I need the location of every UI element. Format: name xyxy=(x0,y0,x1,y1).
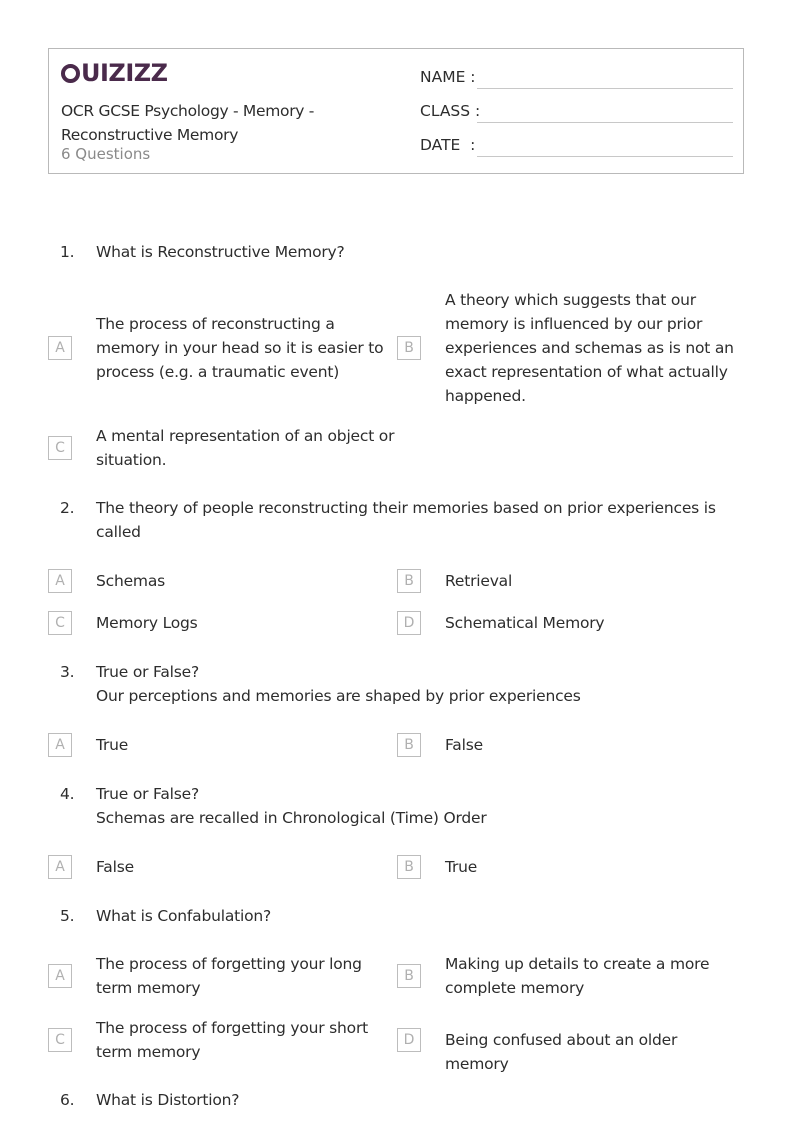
option-text[interactable]: Schematical Memory xyxy=(445,614,605,632)
question-number: 6. xyxy=(60,1091,75,1109)
question-number: 5. xyxy=(60,907,75,925)
class-label: CLASS : xyxy=(420,102,481,120)
option-letter[interactable]: B xyxy=(397,964,421,988)
option-letter[interactable]: B xyxy=(397,733,421,757)
option-letter[interactable]: A xyxy=(48,336,72,360)
question-text: The theory of people reconstructing their memories based on prior experiences is called xyxy=(96,499,716,541)
option-text[interactable]: Schemas xyxy=(96,572,165,590)
option-letter[interactable]: B xyxy=(397,336,421,360)
option-text[interactable]: Making up details to create a more complete memory xyxy=(445,955,710,997)
question-text: What is Confabulation? xyxy=(96,907,272,925)
name-line xyxy=(477,88,733,89)
question-text: What is Distortion? xyxy=(96,1091,240,1109)
option-letter[interactable]: A xyxy=(48,964,72,988)
option-text[interactable]: Memory Logs xyxy=(96,614,198,632)
name-field[interactable] xyxy=(420,68,476,86)
date-label: DATE : xyxy=(420,136,476,154)
option-letter[interactable]: C xyxy=(48,611,72,635)
name-label: NAME : xyxy=(420,68,476,86)
option-letter[interactable]: C xyxy=(48,436,72,460)
question-text-line1: True or False? xyxy=(96,663,199,681)
option-text[interactable]: False xyxy=(96,858,134,876)
option-letter[interactable]: D xyxy=(397,611,421,635)
question-number: 2. xyxy=(60,499,75,517)
option-text[interactable]: The process of forgetting your short term memory xyxy=(96,1019,368,1061)
question-text-line1: True or False? xyxy=(96,785,199,803)
option-text[interactable]: The process of reconstructing a memory in your head so it is easier to process (e.g. a traumatic event) xyxy=(96,315,384,381)
class-line xyxy=(477,122,733,123)
question-number: 3. xyxy=(60,663,75,681)
option-text[interactable]: True xyxy=(445,858,478,876)
option-letter[interactable]: B xyxy=(397,855,421,879)
question-number: 4. xyxy=(60,785,75,803)
question-text-line2: Our perceptions and memories are shaped by prior experiences xyxy=(96,687,581,705)
option-letter[interactable]: D xyxy=(397,1028,421,1052)
worksheet-header xyxy=(48,48,744,174)
option-text[interactable]: True xyxy=(96,736,129,754)
option-text[interactable]: The process of forgetting your long term memory xyxy=(96,955,362,997)
question-text: What is Reconstructive Memory? xyxy=(96,243,345,261)
option-letter[interactable]: A xyxy=(48,733,72,757)
option-text[interactable]: A theory which suggests that our memory is influenced by our prior experiences and schemas as is not an exact representation of what actually happened. xyxy=(445,291,734,405)
question-count: 6 Questions xyxy=(61,145,151,163)
question-number: 1. xyxy=(60,243,75,261)
option-text[interactable]: False xyxy=(445,736,483,754)
quizizz-logo: UIZIZZ xyxy=(61,59,168,87)
option-letter[interactable]: A xyxy=(48,855,72,879)
worksheet-title: OCR GCSE Psychology - Memory - Reconstructive Memory xyxy=(61,102,315,144)
question-text-line2: Schemas are recalled in Chronological (Time) Order xyxy=(96,809,487,827)
option-letter[interactable]: A xyxy=(48,569,72,593)
class-field[interactable] xyxy=(420,102,480,120)
option-text[interactable]: Retrieval xyxy=(445,572,513,590)
option-letter[interactable]: C xyxy=(48,1028,72,1052)
option-text[interactable]: A mental representation of an object or situation. xyxy=(96,427,395,469)
option-text[interactable]: Being confused about an older memory xyxy=(445,1031,678,1073)
date-line xyxy=(477,156,733,157)
option-letter[interactable]: B xyxy=(397,569,421,593)
date-field[interactable] xyxy=(420,136,475,154)
